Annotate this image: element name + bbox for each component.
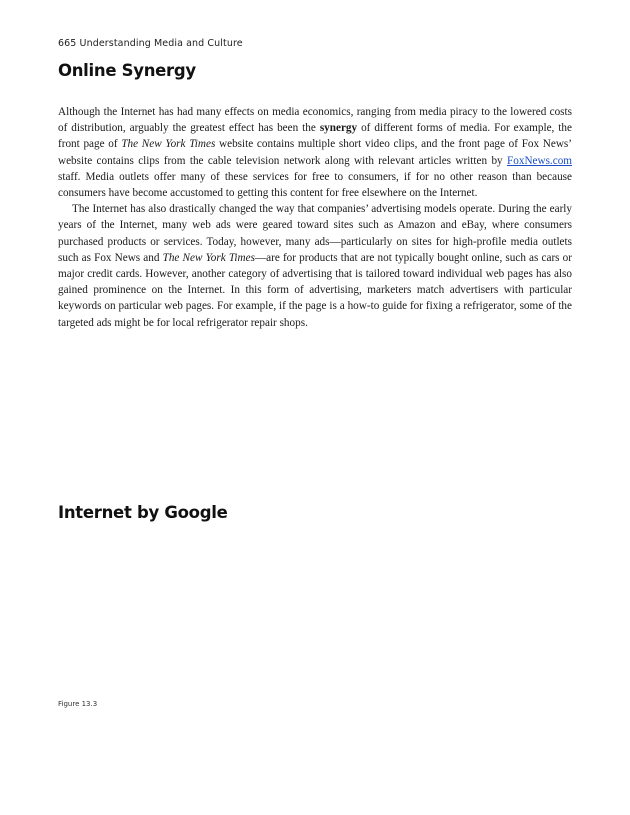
- text-run: —are for products that are not typically bought online, such as cars or major credit cards. However, another category of advertising that is tailored toward individual web pages has also gained prominence on the Internet. In this form of advertising, marketers match advertisers with particular keywords on particular web pages. For example, if the page is a how-to guide for fixing a refrigerator, some of the targeted ads might be for local refrigerator repair shops.: [58, 251, 572, 329]
- figure-caption: Figure 13.3: [58, 700, 98, 708]
- section-title-internet-by-google: Internet by Google: [58, 503, 228, 522]
- text-run: website contains multiple short video clips, and the front page of Fox News’ website contains clips from the cable television network along with relevant articles written by: [58, 138, 573, 167]
- foxnews-link[interactable]: FoxNews.com: [507, 154, 572, 167]
- running-head: 665 Understanding Media and Culture: [58, 38, 243, 49]
- paragraph-2: [58, 201, 572, 331]
- body-text: [58, 104, 572, 331]
- term-synergy: synergy: [319, 122, 358, 135]
- paragraph-1: [58, 104, 572, 201]
- text-run: of different forms of media. For example, the front page of: [58, 122, 572, 151]
- publication-title: The New York Times: [162, 251, 255, 264]
- text-run: staff. Media outlets offer many of these services for free to consumers, if for no other reason than because consumers have become accustomed to getting this content for free elsewhere on the Internet.: [58, 170, 572, 200]
- text-run: Although the Internet has had many effects on media economics, ranging from media piracy to the lowered costs of distribution, arguably the greatest effect has been the: [58, 106, 572, 135]
- text-run: The Internet has also drastically changed the way that companies’ advertising models operate. During the early years of the Internet, many web ads were geared toward sites such as Amazon and eBay, where consumers purchased products or services. Today, however, many ads—particularly on sites for high-profile media outlets such as Fox News and: [58, 203, 572, 264]
- publication-title: The New York Times: [121, 138, 216, 151]
- section-title-online-synergy: Online Synergy: [58, 61, 196, 80]
